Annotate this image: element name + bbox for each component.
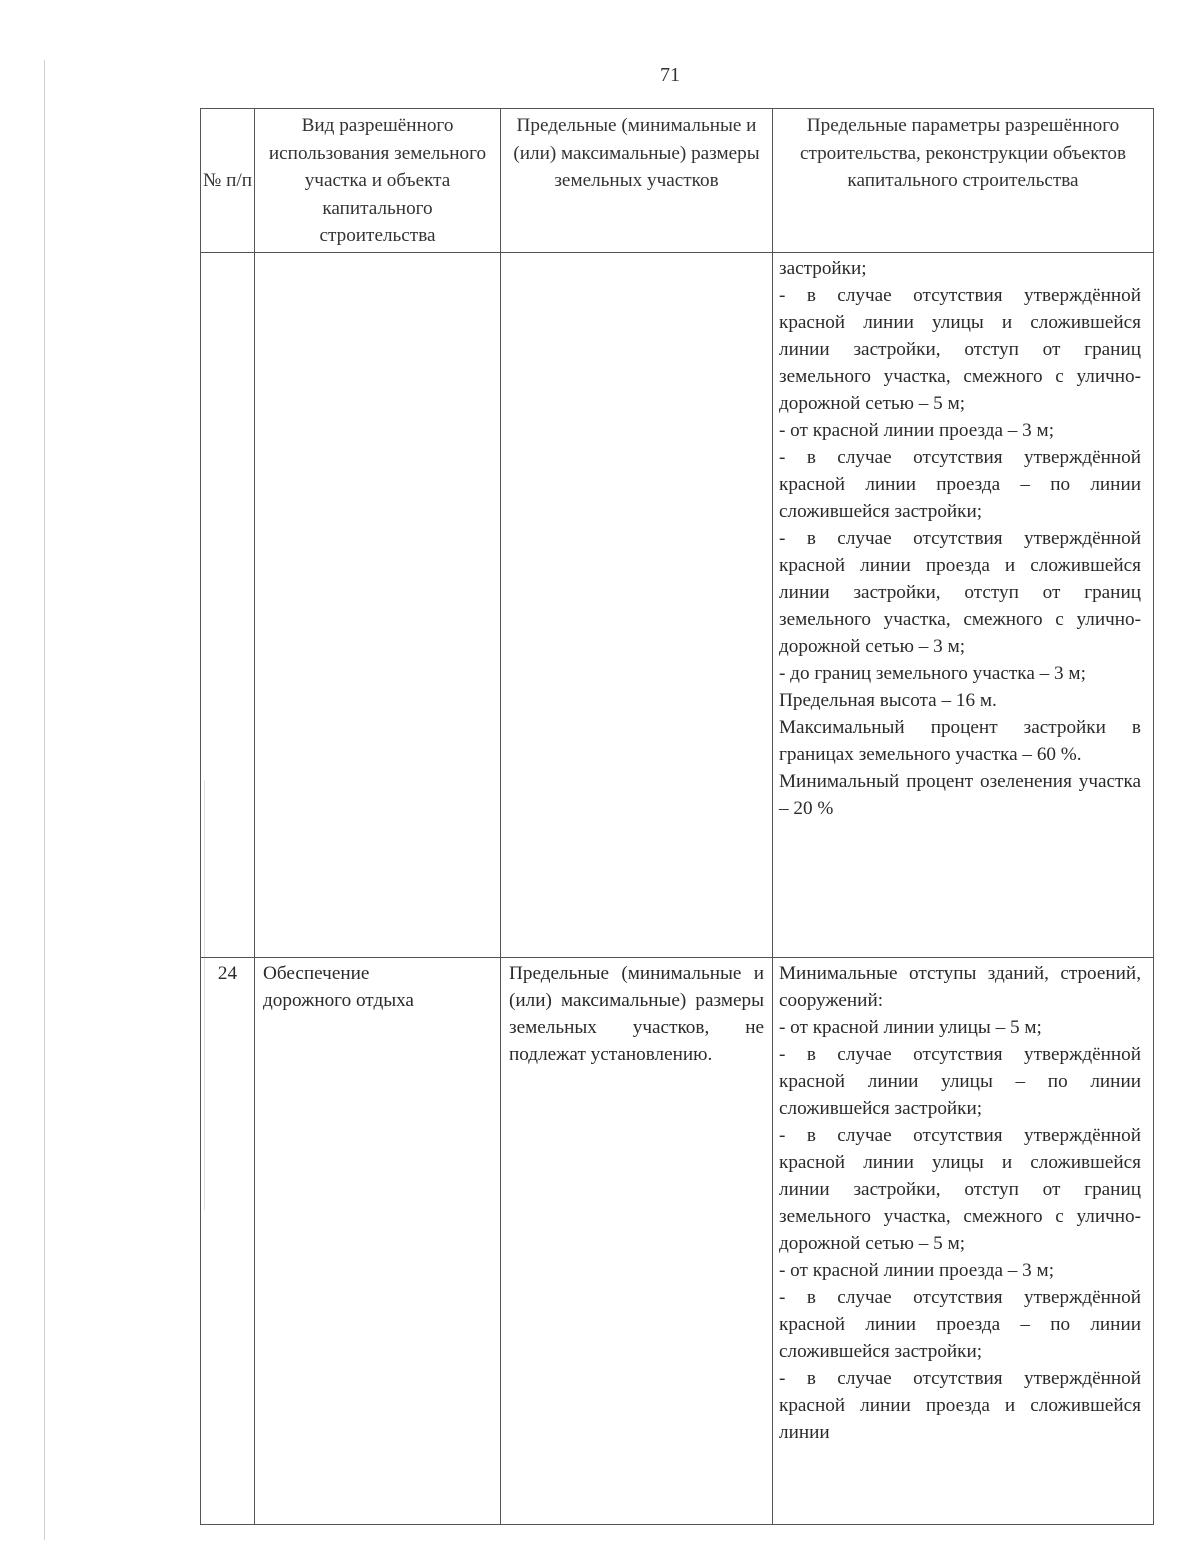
row-plot-sizes: Предельные (минимальные и (или) максимальные) размеры земельных участков, не подлежат установлению. [501, 957, 773, 1524]
table-row [201, 252, 1154, 957]
table-header-row [201, 109, 1154, 253]
param-item: - в случае отсутствия утверждённой красной линии улицы – по линии сложившейся застройки; [779, 1043, 1141, 1119]
table-row [201, 957, 1154, 1524]
regulations-table [200, 108, 1154, 1525]
param-item: - в случае отсутствия утверждённой красной линии проезда и сложившейся линии [779, 1367, 1141, 1443]
row-construction-params [773, 252, 1154, 957]
param-item: застройки; [779, 257, 867, 279]
param-item: Максимальный процент застройки в границах земельного участка – 60 %. [779, 716, 1141, 765]
param-item: Минимальный процент озеленения участка – 20 % [779, 770, 1141, 819]
param-item: Минимальные отступы зданий, строений, сооружений: [779, 962, 1141, 1011]
param-item: - от красной линии улицы – 5 м; [779, 1016, 1042, 1038]
page-number: 71 [660, 64, 680, 86]
param-item: - в случае отсутствия утверждённой красной линии проезда – по линии сложившейся застройки; [779, 446, 1141, 522]
row-number: 24 [201, 957, 255, 1524]
header-construction-params: Предельные параметры разрешённого строительства, реконструкции объектов капитального строительства [773, 109, 1154, 253]
header-use-type: Вид разрешённого использования земельного участка и объекта капитального строительства [255, 109, 501, 253]
header-number: № п/п [201, 109, 255, 253]
row-use-type: Обеспечение дорожного отдыха [255, 957, 501, 1524]
param-item: - от красной линии проезда – 3 м; [779, 1259, 1055, 1281]
param-item: - до границ земельного участка – 3 м; [779, 662, 1086, 684]
row-plot-sizes [501, 252, 773, 957]
param-item: Предельная высота – 16 м. [779, 689, 997, 711]
row-use-type [255, 252, 501, 957]
param-item: - от красной линии проезда – 3 м; [779, 419, 1055, 441]
param-item: - в случае отсутствия утверждённой красной линии улицы и сложившейся линии застройки, отступ от границ земельного участка, смежного с улично-дорожной сетью – 5 м; [779, 284, 1141, 414]
row-construction-params [773, 957, 1154, 1524]
param-item: - в случае отсутствия утверждённой красной линии проезда – по линии сложившейся застройки; [779, 1286, 1141, 1362]
param-item: - в случае отсутствия утверждённой красной линии проезда и сложившейся линии застройки, отступ от границ земельного участка, смежного с улично-дорожной сетью – 3 м; [779, 527, 1141, 657]
header-plot-sizes: Предельные (минимальные и (или) максимальные) размеры земельных участков [501, 109, 773, 253]
scan-margin-line [44, 60, 45, 1540]
row-number [201, 252, 255, 957]
param-item: - в случае отсутствия утверждённой красной линии улицы и сложившейся линии застройки, отступ от границ земельного участка, смежного с улично-дорожной сетью – 5 м; [779, 1124, 1141, 1254]
